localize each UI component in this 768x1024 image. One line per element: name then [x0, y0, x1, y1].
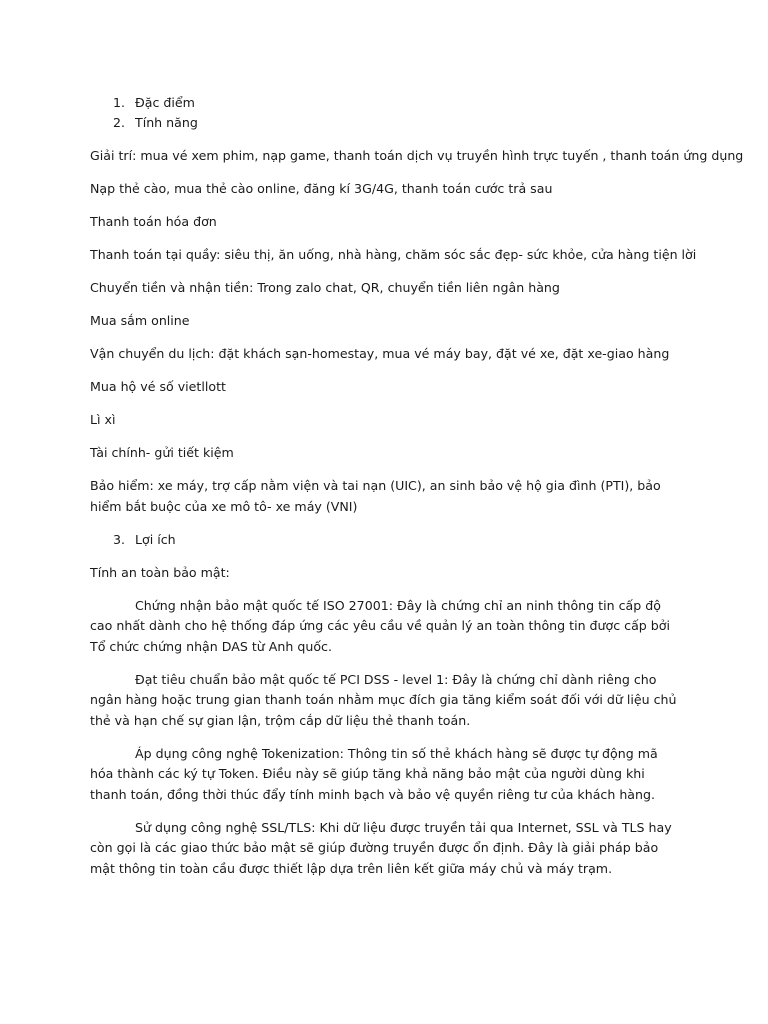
feature-paragraph: Thanh toán hóa đơn [90, 214, 217, 229]
feature-paragraph: Thanh toán tại quầy: siêu thị, ăn uống, nhà hàng, chăm sóc sắc đẹp- sức khỏe, cửa hàng tiện lời [90, 247, 697, 262]
feature-paragraph: Mua hộ vé số vietllott [90, 379, 226, 394]
security-heading: Tính an toàn bảo mật: [90, 564, 230, 580]
feature-paragraph: Tài chính- gửi tiết kiệm [90, 445, 234, 460]
list-number: 1. [113, 95, 126, 110]
list-item-text: Đặc điểm [135, 95, 195, 110]
feature-paragraph: Giải trí: mua vé xem phim, nạp game, thanh toán dịch vụ truyền hình trực tuyến , thanh toán ứng dụng [90, 148, 744, 163]
list-number: 3. [113, 531, 126, 547]
list-item [113, 530, 682, 550]
list-item-text: Lợi ích [135, 531, 176, 547]
security-paragraph: Đạt tiêu chuẩn bảo mật quốc tế PCI DSS - level 1: Đây là chứng chỉ dành riêng cho ngân hàng hoặc trung gian thanh toán nhằm mục đích gia tăng kiểm soát đối với dữ liệu chủ thẻ và hạn chế sự gian lận, trộm cắp dữ liệu thẻ thanh toán. [90, 671, 677, 728]
security-paragraph: Sử dụng công nghệ SSL/TLS: Khi dữ liệu được truyền tải qua Internet, SSL và TLS hay còn gọi là các giao thức bảo mật sẽ giúp đường truyền được ổn định. Đây là giải pháp bảo mật thông tin toàn cầu được thiết lập dựa trên liên kết giữa máy chủ và máy trạm. [90, 819, 672, 876]
numbered-list-three [90, 530, 682, 550]
feature-paragraph: Nạp thẻ cào, mua thẻ cào online, đăng kí 3G/4G, thanh toán cước trả sau [90, 181, 553, 196]
list-item [113, 93, 682, 113]
security-paragraph: Chứng nhận bảo mật quốc tế ISO 27001: Đây là chứng chỉ an ninh thông tin cấp độ cao nhất dành cho hệ thống đáp ứng các yêu cầu về quản lý an toàn thông tin được cấp bởi Tổ chức chứng nhận DAS từ Anh quốc. [90, 597, 671, 654]
security-paragraph: Áp dụng công nghệ Tokenization: Thông tin số thẻ khách hàng sẽ được tự động mã hóa thành các ký tự Token. Điều này sẽ giúp tăng khả năng bảo mật của người dùng khi thanh toán, đồng thời thúc đẩy tính minh bạch và bảo vệ quyền riêng tư của khách hàng. [90, 745, 658, 802]
feature-paragraph: Lì xì [90, 412, 116, 427]
feature-paragraph: Chuyển tiền và nhận tiền: Trong zalo chat, QR, chuyển tiền liên ngân hàng [90, 280, 560, 295]
feature-paragraph: Mua sắm online [90, 313, 190, 328]
feature-paragraph: Vận chuyển du lịch: đặt khách sạn-homestay, mua vé máy bay, đặt vé xe, đặt xe-giao hàng [90, 346, 670, 361]
list-number: 2. [113, 115, 126, 130]
list-item [113, 113, 682, 133]
document-body [90, 93, 744, 892]
numbered-list-top [90, 93, 682, 133]
list-item-text: Tính năng [135, 115, 198, 130]
insurance-paragraph: Bảo hiểm: xe máy, trợ cấp nằm viện và tai nạn (UIC), an sinh bảo vệ hộ gia đình (PTI), bảo hiểm bắt buộc của xe mô tô- xe máy (VNI) [90, 478, 661, 514]
